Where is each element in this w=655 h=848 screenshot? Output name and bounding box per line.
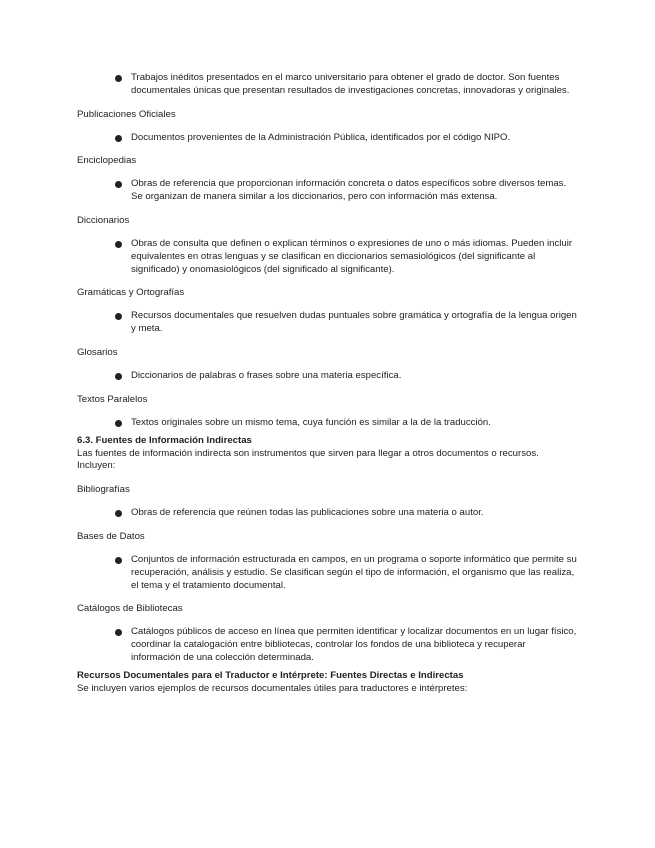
list-item: [77, 507, 577, 520]
section-intro: Las fuentes de información indirecta son instrumentos que sirven para llegar a otros documentos o recursos. Incluyen:: [77, 447, 539, 472]
list-item: [77, 72, 577, 98]
list-item: [77, 417, 577, 430]
section-heading: Gramáticas y Ortografías: [77, 287, 185, 299]
bullet-list: [77, 72, 577, 98]
section-heading: Bases de Datos: [77, 530, 145, 542]
bullet-list: [77, 626, 577, 664]
list-item: [77, 554, 577, 592]
list-item: [77, 626, 577, 664]
section-heading: Textos Paralelos: [77, 393, 148, 405]
list-item-text: Obras de referencia que proporcionan información concreta o datos específicos sobre diversos temas. Se organizan de manera similar a los diccionarios, pero con información más extensa.: [131, 178, 567, 203]
bullet-icon: [115, 313, 122, 320]
list-item: [77, 178, 577, 204]
list-item-text: Textos originales sobre un mismo tema, cuya función es similar a la de la traducción.: [131, 416, 491, 428]
list-item-text: Documentos provenientes de la Administración Pública, identificados por el código NIPO.: [131, 131, 511, 143]
section-heading: Bibliografías: [77, 484, 130, 496]
bullet-list: [77, 370, 577, 383]
section-intro: Se incluyen varios ejemplos de recursos documentales útiles para traductores e intérpretes:: [77, 682, 468, 694]
section-heading: Enciclopedias: [77, 155, 137, 167]
bullet-list: [77, 507, 577, 520]
list-item-text: Obras de referencia que reúnen todas las publicaciones sobre una materia o autor.: [131, 507, 484, 519]
list-item: [77, 310, 577, 336]
bullet-icon: [115, 241, 122, 248]
bullet-icon: [115, 181, 122, 188]
list-item-text: Obras de consulta que definen o explican términos o expresiones de uno o más idiomas. Pueden incluir equivalentes en otras lenguas y se clasifican en diccionarios semasiológicos (del significante al significado) y onomasiológicos (del significado al significante).: [131, 237, 573, 275]
bullet-list: [77, 310, 577, 336]
section-heading: Diccionarios: [77, 214, 130, 226]
bullet-list: [77, 554, 577, 592]
list-item: [77, 132, 577, 145]
bullet-list: [77, 417, 577, 430]
bullet-list: [77, 178, 577, 204]
bullet-icon: [115, 420, 122, 427]
list-item-text: Recursos documentales que resuelven dudas puntuales sobre gramática y ortografía de la lengua origen y meta.: [131, 310, 577, 335]
bullet-icon: [115, 75, 122, 82]
section-heading: Publicaciones Oficiales: [77, 108, 176, 120]
section-heading: Catálogos de Bibliotecas: [77, 603, 183, 615]
list-item-text: Diccionarios de palabras o frases sobre una materia específica.: [131, 369, 402, 381]
section-heading: Glosarios: [77, 346, 118, 358]
bullet-icon: [115, 629, 122, 636]
bullet-icon: [115, 510, 122, 517]
bullet-icon: [115, 135, 122, 142]
list-item: [77, 238, 577, 276]
list-item-text: Trabajos inéditos presentados en el marco universitario para obtener el grado de doctor. Son fuentes documentales únicas que presentan resultados de investigaciones concretas, innovadoras y originales.: [131, 72, 570, 96]
section-title: 6.3. Fuentes de Información Indirectas: [77, 434, 252, 446]
list-item-text: Catálogos públicos de acceso en línea que permiten identificar y localizar documentos en un lugar físico, coordinar la catalogación entre bibliotecas, controlar los fondos de una biblioteca y recuperar información de una colección determinada.: [131, 626, 577, 663]
section-title: Recursos Documentales para el Traductor e Intérprete: Fuentes Directas e Indirectas: [77, 669, 464, 681]
bullet-icon: [115, 557, 122, 564]
bullet-list: [77, 238, 577, 276]
bullet-icon: [115, 373, 122, 380]
bullet-list: [77, 132, 577, 145]
list-item-text: Conjuntos de información estructurada en campos, en un programa o soporte informático que permite su recuperación, análisis y estudio. Se clasifican según el tipo de información, el organismo que las realiza, el tema y el tratamiento documental.: [131, 553, 577, 591]
document-content: [77, 72, 577, 696]
list-item: [77, 370, 577, 383]
